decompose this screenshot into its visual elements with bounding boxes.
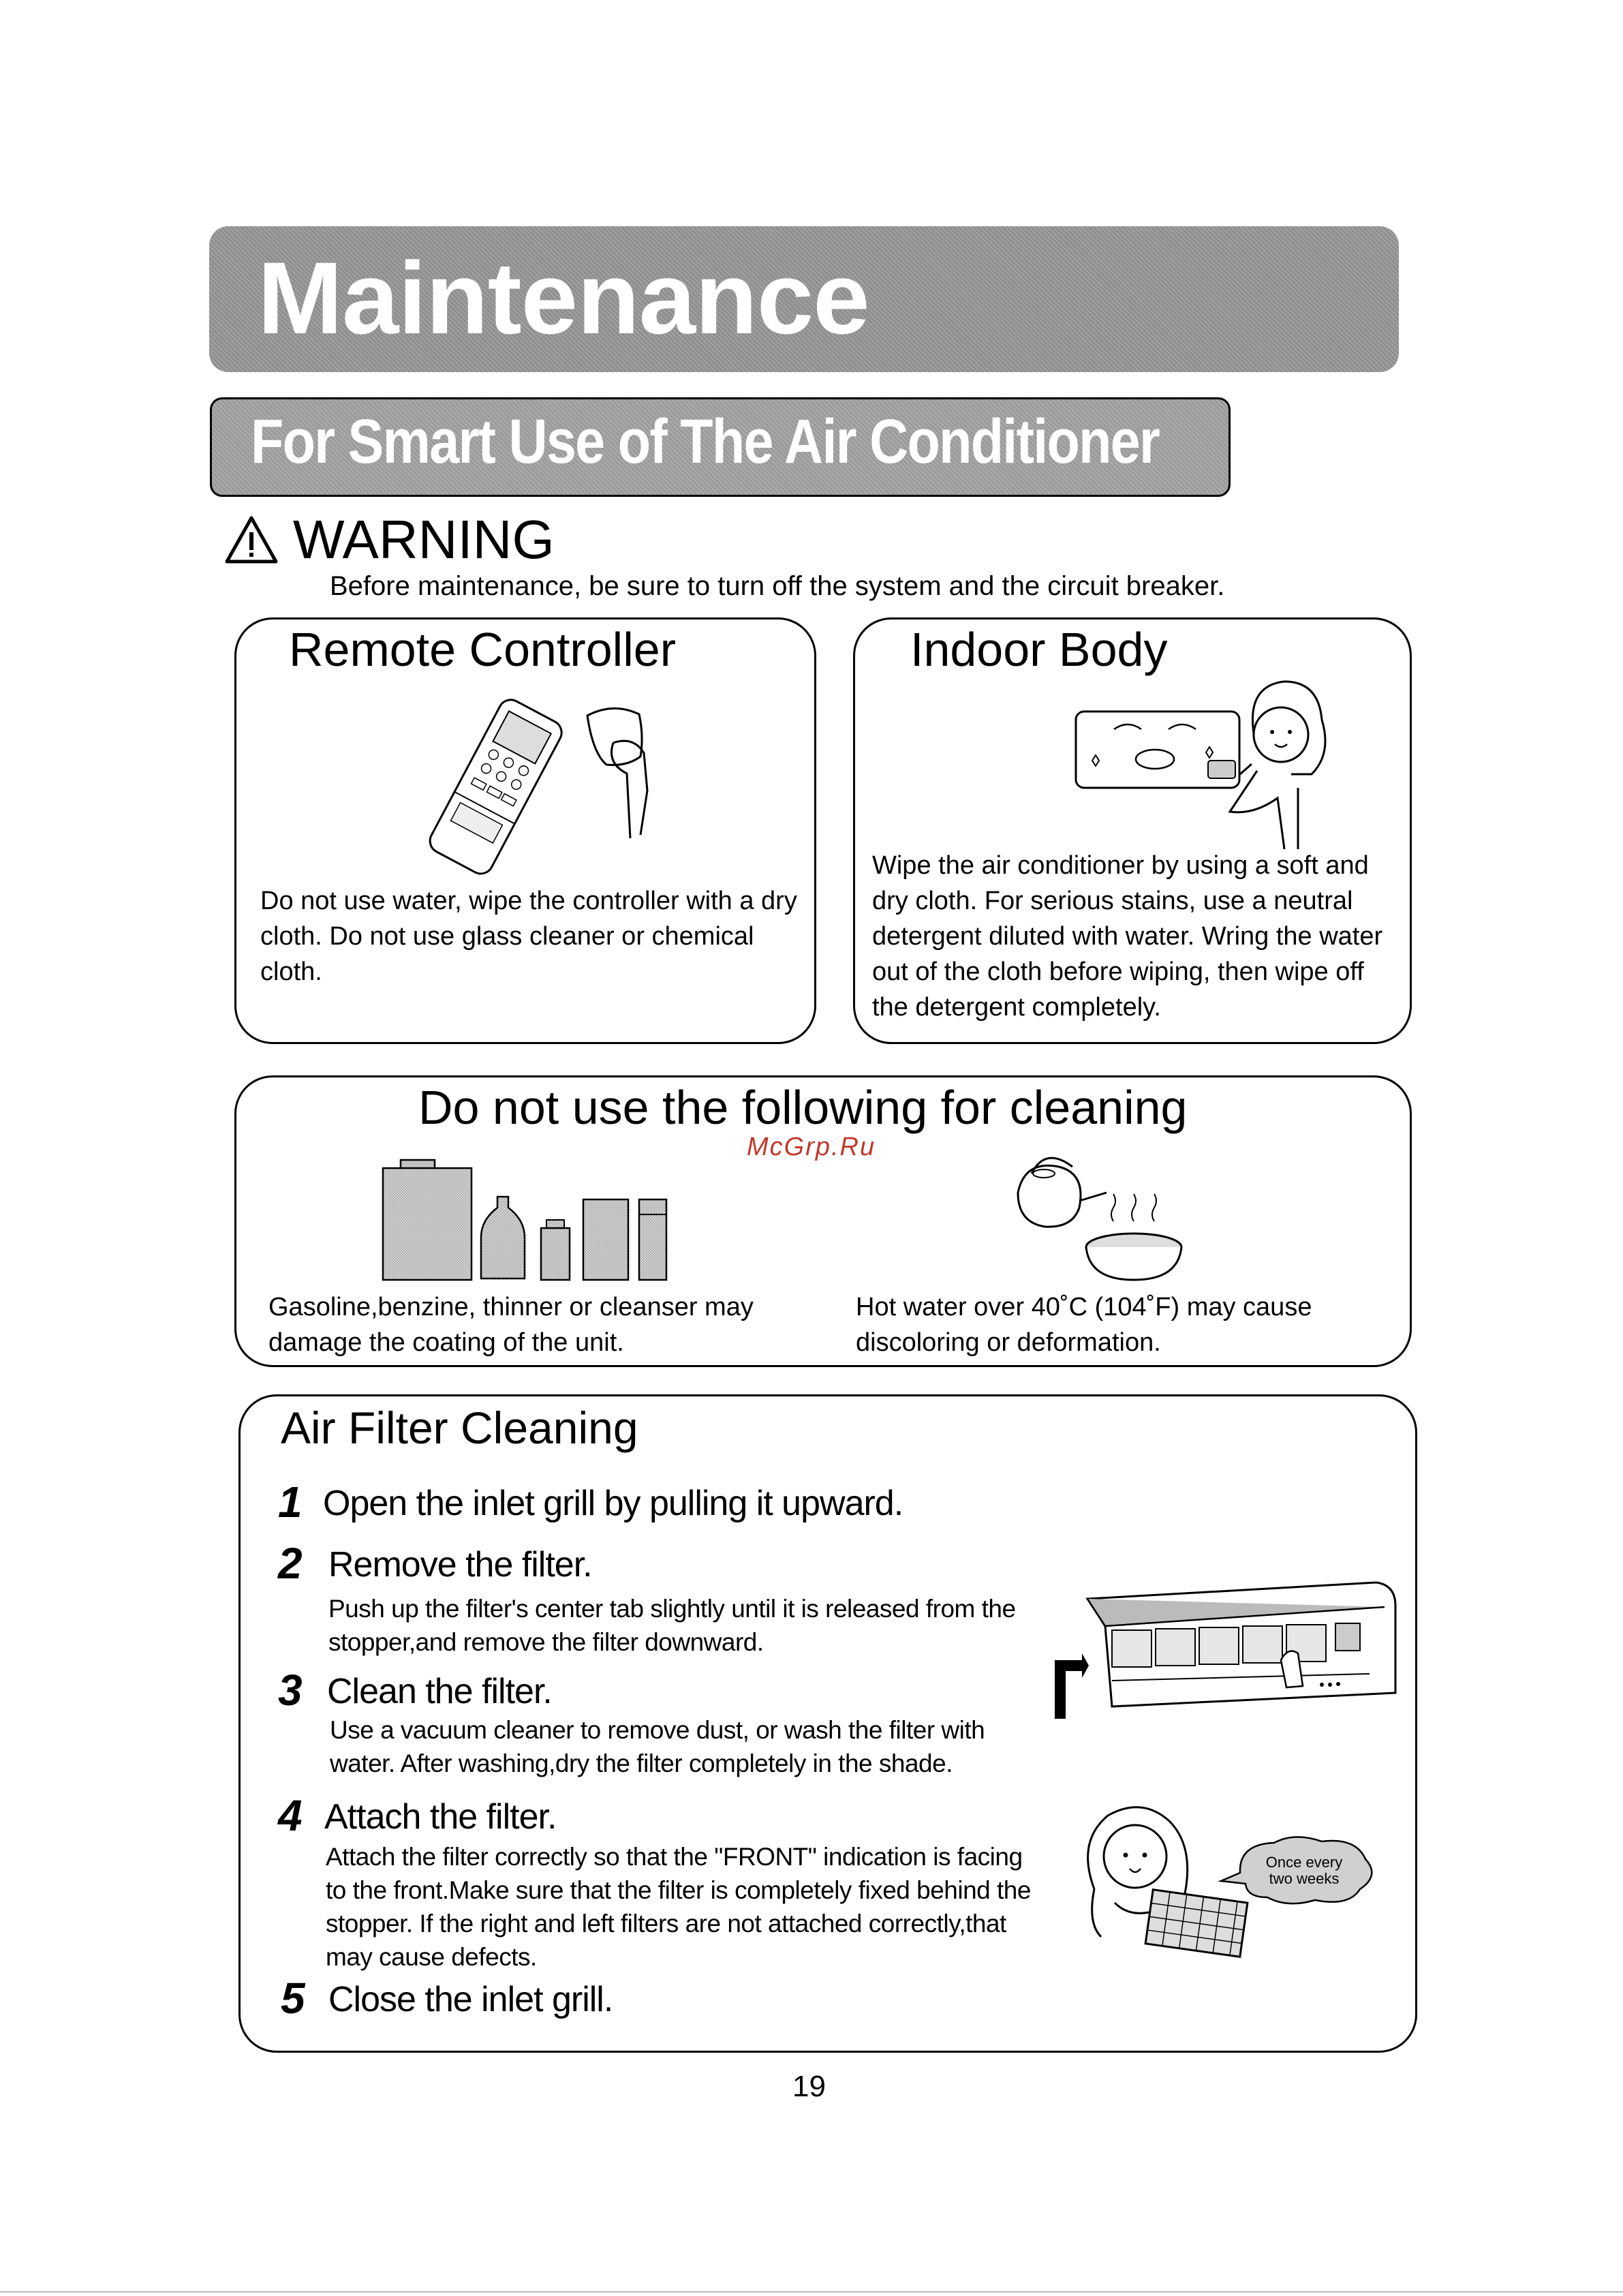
speech-bubble <box>1220 1832 1380 1908</box>
step-number: 5 <box>281 1974 305 2023</box>
remote-controller-title: Remote Controller <box>289 623 676 676</box>
do-not-use-title: Do not use the following for cleaning <box>418 1081 1188 1134</box>
step-body: Push up the filter's center tab slightly until it is released from the stopper,and remove the filter downward. <box>328 1595 1016 1656</box>
hot-water-kettle-illustration <box>1004 1146 1181 1287</box>
step-title: Remove the filter. <box>328 1545 592 1585</box>
step-number: 1 <box>278 1478 303 1527</box>
page-subtitle: For Smart Use of The Air Conditioner <box>251 407 1160 476</box>
warning-title: WARNING <box>293 509 555 570</box>
page-title: Maintenance <box>258 241 869 355</box>
indoor-cleaning-illustration <box>1073 679 1366 849</box>
remote-controller-illustration <box>409 688 695 879</box>
warning-triangle-icon <box>225 516 278 564</box>
indoor-body-text: Wipe the air conditioner by using a soft and dry cloth. For serious stains, use a neutral detergent diluted with water. Wring the water out of the cloth before wiping, then wipe off the detergent completely. <box>872 851 1383 1022</box>
air-conditioner-unit-illustration <box>1049 1578 1397 1721</box>
do-not-use-hot-water-text: Hot water over 40˚C (104˚F) may cause discoloring or deformation. <box>856 1293 1312 1357</box>
bottom-divider <box>0 2291 1623 2293</box>
chemical-containers-illustration <box>380 1157 673 1281</box>
step-number: 3 <box>278 1666 303 1715</box>
indoor-body-title: Indoor Body <box>910 623 1168 676</box>
step-title: Attach the filter. <box>324 1797 557 1837</box>
watermark-text: McGrp.Ru <box>747 1133 876 1161</box>
step-number: 4 <box>278 1791 303 1840</box>
step-number: 2 <box>278 1539 303 1588</box>
page-number: 19 <box>792 2070 826 2103</box>
step-title: Close the inlet grill. <box>328 1980 613 2019</box>
do-not-use-chemicals-text: Gasoline,benzine, thinner or cleanser may damage the coating of the unit. <box>268 1293 754 1357</box>
remote-controller-text: Do not use water, wipe the controller with a dry cloth. Do not use glass cleaner or chemical cloth. <box>260 887 797 986</box>
step-title: Clean the filter. <box>327 1672 552 1711</box>
warning-text: Before maintenance, be sure to turn off the system and the circuit breaker. <box>330 571 1225 601</box>
bubble-line-1: Once every <box>1265 1854 1343 1871</box>
step-body: Use a vacuum cleaner to remove dust, or wash the filter with water. After washing,dry the filter completely in the shade. <box>330 1716 985 1777</box>
air-filter-cleaning-title: Air Filter Cleaning <box>281 1403 638 1453</box>
bubble-line-2: two weeks <box>1269 1870 1340 1887</box>
step-body: Attach the filter correctly so that the "FRONT" indication is facing to the front.Make sure that the filter is completely fixed behind the stopper. If the right and left filters are not attached correctly,that may cause defects. <box>326 1843 1031 1971</box>
step-title: Open the inlet grill by pulling it upward. <box>323 1484 903 1523</box>
